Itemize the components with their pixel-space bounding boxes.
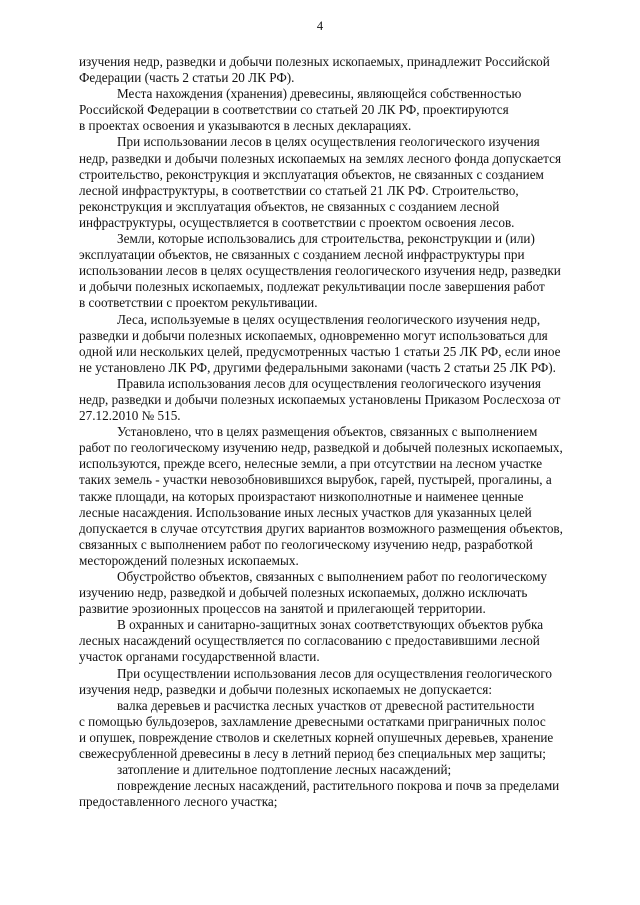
paragraph-multiple-use: Леса, используемые в целях осуществления геологического изучения недр, разведки и добычи полезных ископаемых, одновременно могут использоваться для одной или нескольких целей, предусмотренных частью 1 статьи 25 ЛК РФ, если иное не установлено ЛК РФ, другими федеральными законами (часть 2 статьи 25 ЛК РФ). xyxy=(79,311,561,375)
page-number: 4 xyxy=(316,19,324,33)
paragraph-construction: При использовании лесов в целях осуществления геологического изучения недр, разведки и добычи полезных ископаемых на землях лесного фонда допускается строительство, реконструкция и эксплуатация объектов, не связанных с созданием лесной инфраструктуры, в соответствии со статьей 21 ЛК РФ. Строительство, реконструкция и эксплуатация объектов, не связанных с созданием лесной инфраструктуры, осуществляется в соответствии с проектом освоения лесов. xyxy=(79,134,562,230)
paragraph-erosion: Обустройство объектов, связанных с выполнением работ по геологическому изучению недр, разведкой и добычей полезных ископаемых, должно исключать развитие эрозионных процессов на занятой и прилегающей территории. xyxy=(79,569,548,617)
paragraph-continuation: изучения недр, разведки и добычи полезных ископаемых, принадлежит Российской Федерации (часть 2 статьи 20 ЛК РФ). xyxy=(79,54,550,86)
paragraph-rules: Правила использования лесов для осуществления геологического изучения недр, разведки и добычи полезных ископаемых установлены Приказом Рослесхоза от 27.12.2010 № 515. xyxy=(79,375,561,424)
paragraph-recultivation: Земли, которые использовались для строительства, реконструкции и (или) эксплуатации объектов, не связанных с созданием лесной инфраструктуры при использовании лесов в целях осуществления геологического изучения недр, разведки и добычи полезных ископаемых, подлежат рекультивации после завершения работ в соответствии с проектом рекультивации. xyxy=(79,231,561,311)
paragraph-prohibition-flooding: затопление и длительное подтопление лесных насаждений; xyxy=(117,762,452,778)
document-body xyxy=(79,54,596,810)
paragraph-protection-zones: В охранных и санитарно-защитных зонах соответствующих объектов рубка лесных насаждений осуществляется по согласованию с предоставившими лесной участок органами государственной власти. xyxy=(79,617,544,665)
paragraph-prohibition-damage: повреждение лесных насаждений, растительного покрова и почв за пределами предоставленного лесного участка; xyxy=(79,778,560,810)
paragraph-prohibition-felling: валка деревьев и расчистка лесных участков от древесной растительности с помощью бульдозеров, захламление древесными остатками приграничных полос и опушек, повреждение стволов и скелетных корней опушечных деревьев, хранение свежесрубленной древесины в лесу в летний период без специальных мер защиты; xyxy=(79,697,554,762)
paragraph-placement: Установлено, что в целях размещения объектов, связанных с выполнением работ по геологическому изучению недр, разведкой и добычей полезных ископаемых, используются, прежде всего, нелесные земли, а при отсутствии на лесном участке таких земель - участки невозобновившихся вырубок, гарей, пустырей, прогалины, а также площади, на которых произрастают низкополнотные и наименее ценные лесные насаждения. Использование иных лесных участков для указанных целей допускается в случае отсутствия других вариантов возможного размещения объектов, связанных с выполнением работ по геологическому изучению недр, разработкой месторождений полезных ископаемых. xyxy=(79,424,563,568)
paragraph-wood-storage: Места нахождения (хранения) древесины, являющейся собственностью Российской Федерации в соответствии со статьей 20 ЛК РФ, проектируются в проектах освоения и указываются в лесных декларациях. xyxy=(79,86,522,134)
paragraph-prohibitions-intro: При осуществлении использования лесов для осуществления геологического изучения недр, разведки и добычи полезных ископаемых не допускается: xyxy=(79,665,552,697)
